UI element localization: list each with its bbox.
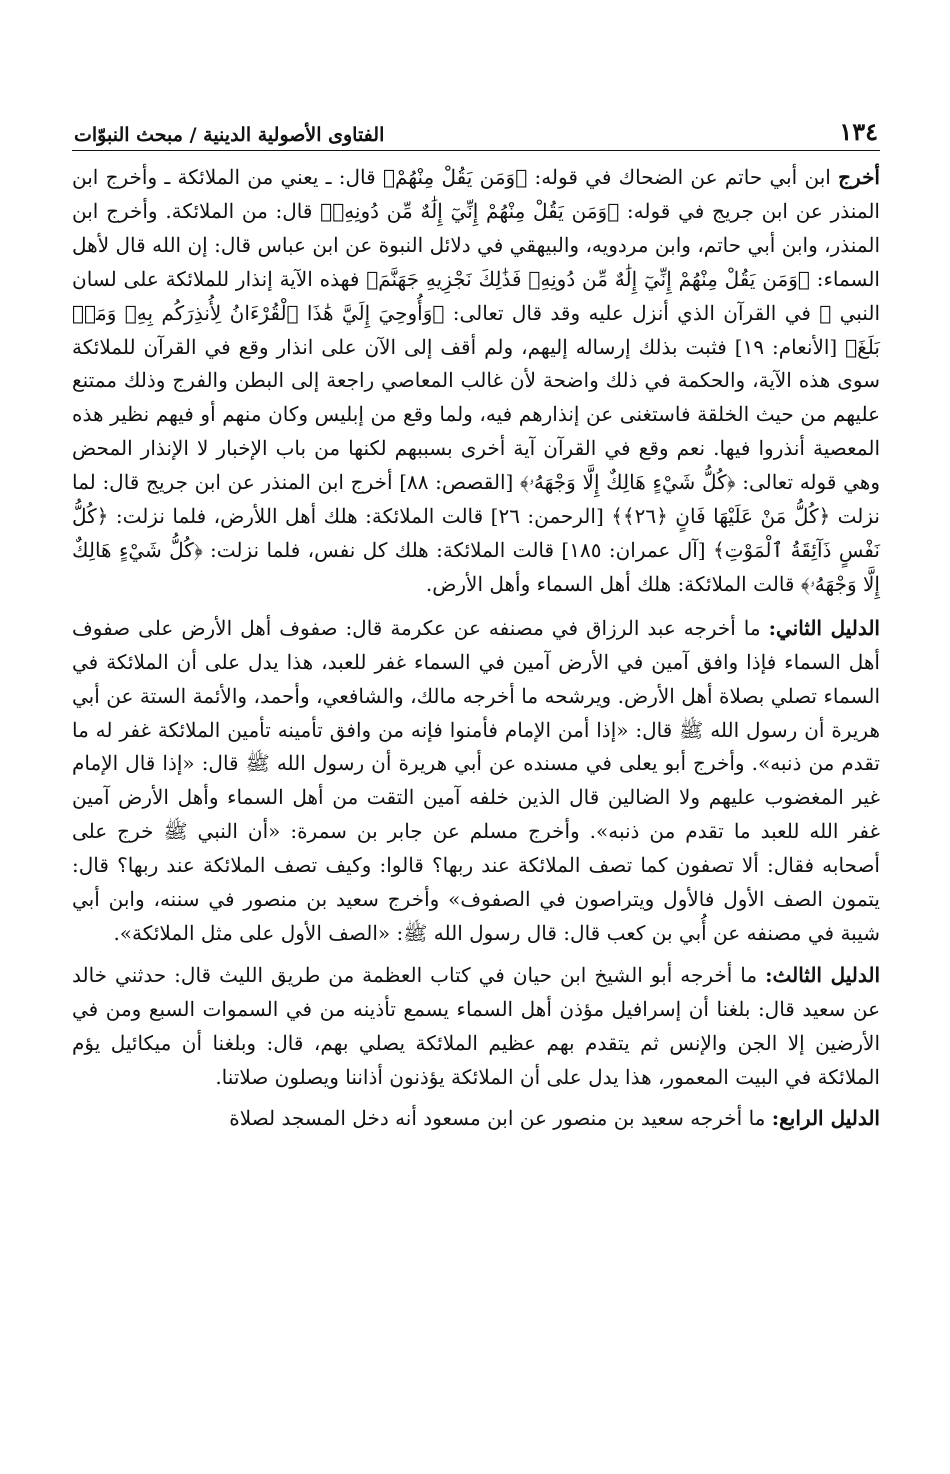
page-header <box>72 110 880 150</box>
paragraph-text: ابن أبي حاتم عن الضحاك في قوله: ﴿وَمَن يَقُلْ مِنْهُمْ﴾ قال: ـ يعني من الملائكة ـ وأخرج ابن المنذر عن ابن جريج في قوله: ﴿وَمَن يَقُلْ مِنْهُمْ إِنِّيٓ إِلَٰهٌ مِّن دُونِهِۦ﴾ قال: من الملائكة. وأخرج ابن المنذر، وابن أبي حاتم، وابن مردويه، والبيهقي في دلائل النبوة عن ابن عباس قال: إن الله قال لأهل السماء: ﴿وَمَن يَقُلْ مِنْهُمْ إِنِّيٓ إِلَٰهٌ مِّن دُونِهِۦ فَذَٰلِكَ نَجْزِيهِ جَهَنَّمَ﴾ فهذه الآية إنذار للملائكة على لسان النبي ﷺ في القرآن الذي أنزل عليه وقد قال تعالى: ﴿وَأُوحِيَ إِلَيَّ هَٰذَا ٱلْقُرْءَانُ لِأُنذِرَكُم بِهِۦ وَمَنۢ بَلَغَ﴾ [الأنعام: ١٩] فثبت بذلك إرساله إليهم، ولم أقف إلى الآن على انذار وقع في القرآن للملائكة سوى هذه الآية، والحكمة في ذلك واضحة لأن غالب المعاصي راجعة إلى البطن والفرج وذلك ممتنع عليهم من حيث الخلقة فاستغنى عن إنذارهم فيه، ولما وقع من إبليس وكان منهم أو فيهم نظير هذه المعصية أنذروا فيها. نعم وقع في القرآن آية أخرى بسببهم لكنها من باب الإخبار لا الإنذار المحض وهي قوله تعالى: ﴿كُلُّ شَيْءٍ هَالِكٌ إِلَّا وَجْهَهُۥ﴾ [القصص: ٨٨] أخرج ابن المنذر عن ابن جريج قال: لما نزلت ﴿كُلُّ مَنْ عَلَيْهَا فَانٍ ﴿٢٦﴾﴾ [الرحمن: ٢٦] قالت الملائكة: هلك أهل اللأرض، فلما نزلت: ﴿كُلُّ نَفْسٍ ذَآئِقَةُ ٱلْمَوْتِ﴾ [آل عمران: ١٨٥] قالت الملائكة: هلك كل نفس، فلما نزلت: ﴿كُلُّ شَيْءٍ هَالِكٌ إِلَّا وَجْهَهُۥ﴾ قالت الملائكة: هلك أهل السماء وأهل الأرض. <box>72 165 881 596</box>
paragraph-text: ما أخرجه أبو الشيخ ابن حيان في كتاب العظمة من طريق الليث قال: حدثني خالد عن سعيد قال: بلغنا أن إسرافيل مؤذن أهل السماء يسمع تأذينه من في السموات السبع ومن في الأرضين إلا الجن والإنس ثم يتقدم بهم عظيم الملائكة يصلي بهم، قال: وبلغنا أن ميكائيل يؤم الملائكة في البيت المعمور، هذا يدل على أن الملائكة يؤذنون أذاننا ويصلون صلاتنا. <box>72 962 880 1089</box>
paragraph-text: ما أخرجه سعيد بن منصور عن ابن مسعود أنه دخل المسجد لصلاة <box>229 1106 772 1131</box>
running-title: الفتاوى الأصولية الدينية / مبحث النبوّات <box>74 124 385 146</box>
header-rule <box>72 150 880 151</box>
book-page <box>72 110 880 1144</box>
paragraph-lead: أخرج <box>838 165 880 189</box>
paragraph-evidence-four <box>72 1102 880 1136</box>
paragraph-opening <box>72 161 880 602</box>
page-number: ١٣٤ <box>839 117 878 146</box>
paragraph-evidence-two <box>72 612 880 951</box>
paragraph-lead: الدليل الثاني: <box>768 615 880 640</box>
paragraph-text: ما أخرجه عبد الرزاق في مصنفه عن عكرمة قال: صفوف أهل الأرض على صفوف أهل السماء فإذا وافق آمين في الأرض آمين في السماء غفر للعبد، هذا يدل على أن الملائكة في السماء تصلي بصلاة أهل الأرض. ويرشحه ما أخرجه مالك، والشافعي، وأحمد، والأئمة الستة عن أبي هريرة أن رسول الله ﷺ قال: «إذا أمن الإمام فأمنوا فإنه من وافق تأمينه تأمين الملائكة غفر له ما تقدم من ذنبه». وأخرج أبو يعلى في مسنده عن أبي هريرة أن رسول الله ﷺ قال: «إذا قال الإمام غير المغضوب عليهم ولا الضالين قال الذين خلفه آمين التقت من أهل السماء وأهل الأرض آمين غفر الله للعبد ما تقدم من ذنبه». وأخرج مسلم عن جابر بن سمرة: «أن النبي ﷺ خرج على أصحابه فقال: ألا تصفون كما تصف الملائكة عند ربها؟ قالوا: وكيف تصف الملائكة عند ربها؟ قال: يتمون الصف الأول فالأول ويتراصون في الصفوف» وأخرج سعيد بن منصور في سننه، وابن أبي شيبة في مصنفه عن أُبي بن كعب قال: قال رسول الله ﷺ: «الصف الأول على مثل الملائكة». <box>72 615 880 945</box>
paragraph-lead: الدليل الثالث: <box>765 962 881 987</box>
paragraph-lead: الدليل الرابع: <box>771 1106 880 1131</box>
paragraph-evidence-three <box>72 959 880 1095</box>
